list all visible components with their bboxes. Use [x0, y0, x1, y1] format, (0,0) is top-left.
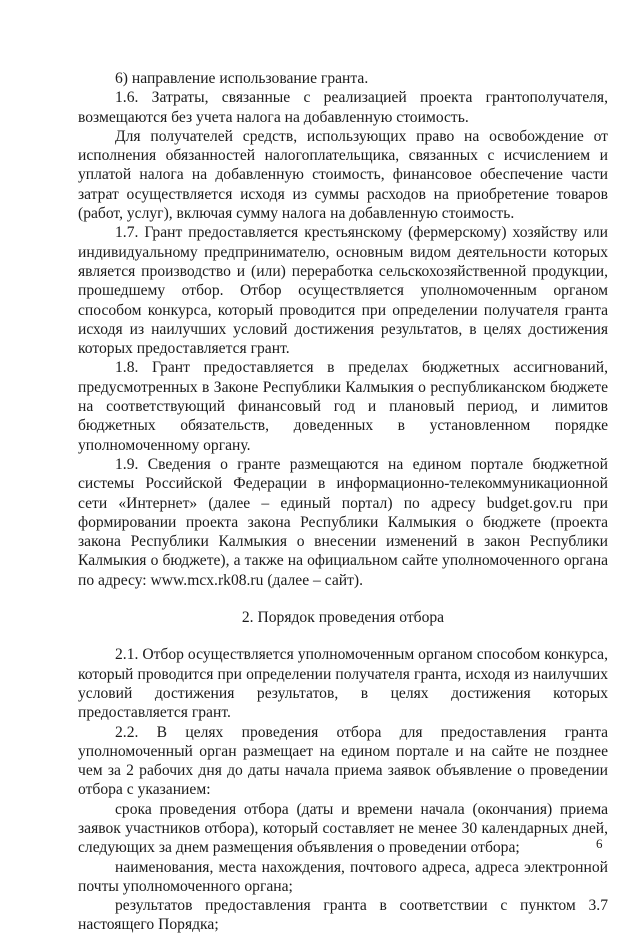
- paragraph-1-6: 1.6. Затраты, связанные с реализацией проекта грантополучателя, возмещаются без учета налога на добавленную стоимость.: [78, 89, 608, 126]
- page-number: 6: [596, 836, 603, 851]
- document-page: [78, 69, 608, 935]
- paragraph-1-8: 1.8. Грант предоставляется в пределах бюджетных ассигнований, предусмотренных в Законе Республики Калмыкия о республиканском бюджете на соответствующий финансовый год и плановый период, и лимитов бюджетных обязательств, доведенных в установленном порядке уполномоченному органу.: [78, 359, 608, 454]
- paragraph-1-9: 1.9. Сведения о гранте размещаются на едином портале бюджетной системы Российской Федерации в информационно-телекоммуникационной сети «Интернет» (далее – единый портал) по адресу budget.gov.ru при формировании проекта закона Республики Калмыкия о бюджете (проекта закона Республики Калмыкия о внесении изменений в закон Республики Калмыкия о бюджете), а также на официальном сайте уполномоченного органа по адресу: www.mcx.rk08.ru (далее – сайт).: [78, 455, 608, 589]
- paragraph-selection-period: срока проведения отбора (даты и времени начала (окончания) приема заявок участников отбора), который составляет не менее 30 календарных дней, следующих за днем размещения объявления о проведении отбора;: [78, 800, 608, 857]
- paragraph-2-2: 2.2. В целях проведения отбора для предоставления гранта уполномоченный орган размещает на едином портале и на сайте не позднее чем за 2 рабочих дня до даты начала приема заявок объявление о проведении отбора с указанием:: [78, 723, 608, 799]
- paragraph-grant-results: результатов предоставления гранта в соответствии с пунктом 3.7 настоящего Порядка;: [78, 897, 608, 934]
- paragraph-item-6-direction: 6) направление использование гранта.: [115, 70, 369, 87]
- paragraph-vat-exemption: Для получателей средств, использующих право на освобождение от исполнения обязанностей налогоплательщика, связанных с исчислением и уплатой налога на добавленную стоимость, финансовое обеспечение части затрат осуществляется исходя из суммы расходов на приобретение товаров (работ, услуг), включая сумму налога на добавленную стоимость.: [78, 127, 608, 223]
- paragraph-2-1: 2.1. Отбор осуществляется уполномоченным органом способом конкурса, который проводится при определении получателя гранта, исходя из наилучших условий достижения результатов, в целях достижения которых предоставляется грант.: [78, 646, 608, 722]
- section-heading: 2. Порядок проведения отбора: [241, 609, 445, 627]
- paragraph-authority-details: наименования, места нахождения, почтового адреса, адреса электронной почты уполномоченного органа;: [78, 858, 608, 895]
- paragraph-1-7: 1.7. Грант предоставляется крестьянскому (фермерскому) хозяйству или индивидуальному предпринимателю, основным видом деятельности которых является производство и (или) переработка сельскохозяйственной продукции, прошедшему отбор. Отбор осуществляется уполномоченным органом способом конкурса, который проводится при определении получателя гранта исходя из наилучших условий достижения результатов, в целях достижения которых предоставляется грант.: [78, 224, 608, 358]
